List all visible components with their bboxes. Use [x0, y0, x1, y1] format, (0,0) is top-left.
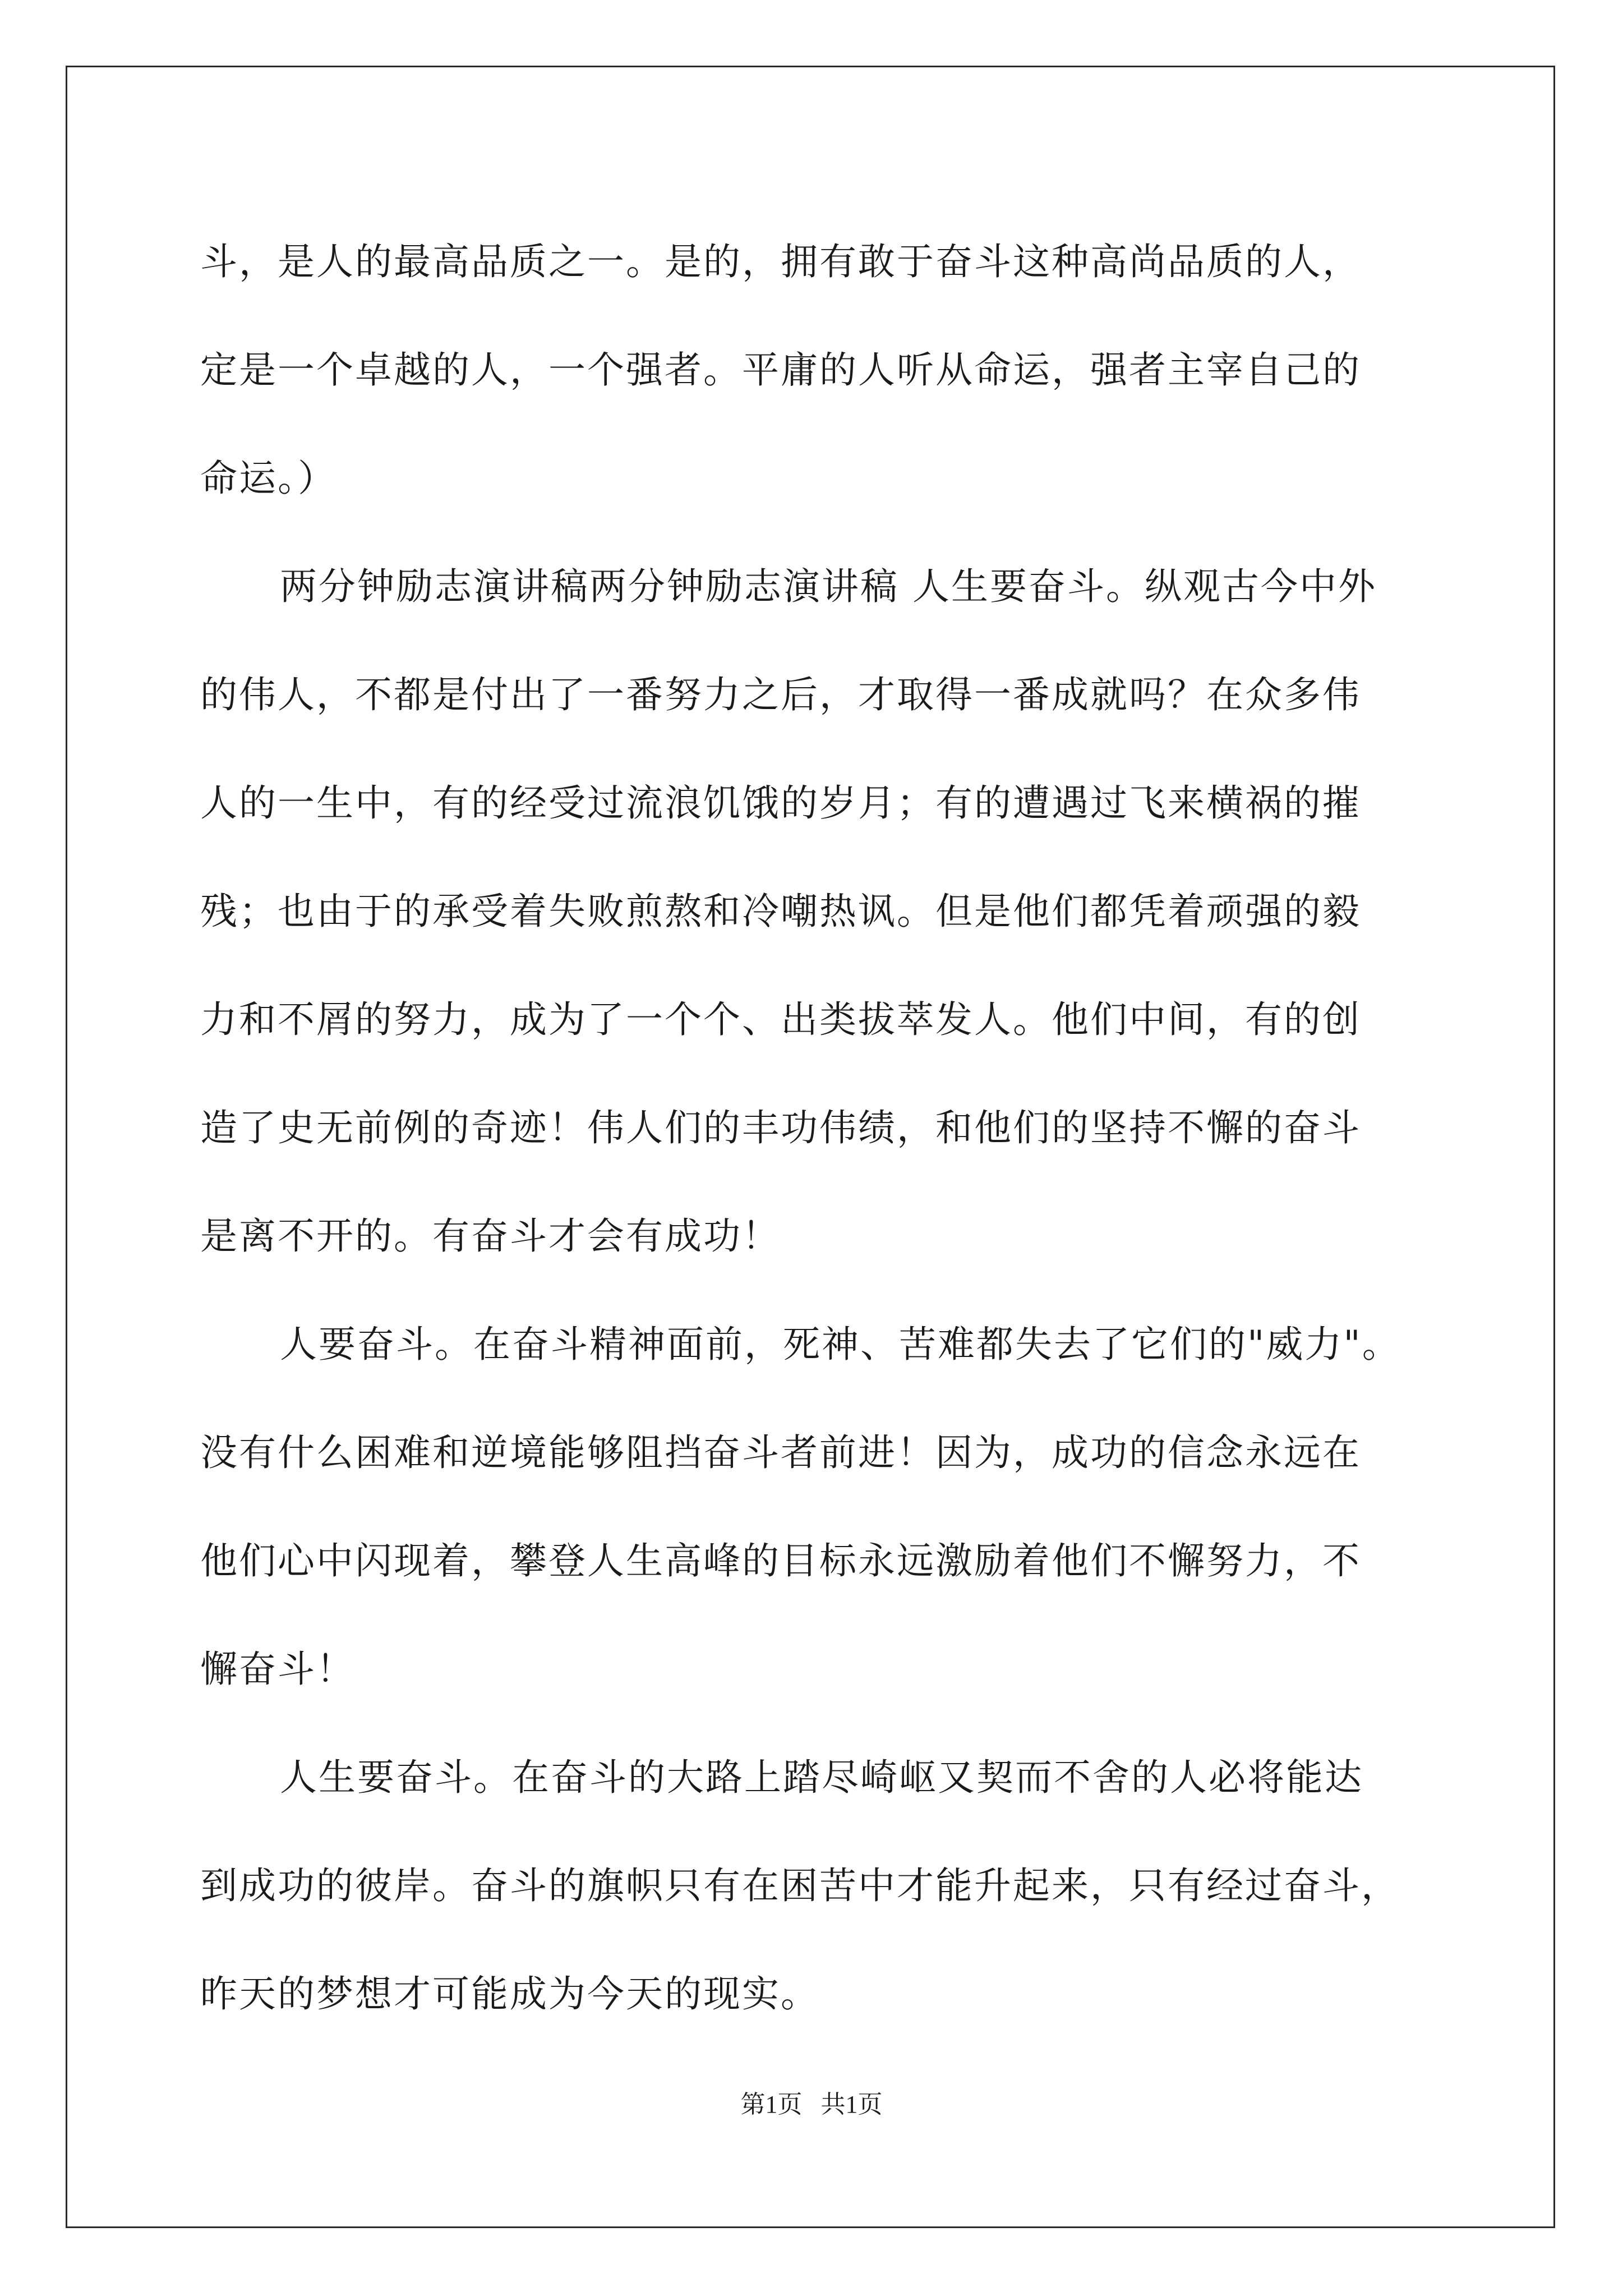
- text-line: 命运。）: [200, 457, 336, 500]
- text-line: 他们心中闪现着，攀登人生高峰的目标永远激励着他们不懈努力，不: [200, 1539, 1361, 1582]
- text-line: 懈奋斗！: [200, 1648, 355, 1691]
- text-line: 斗，是人的最高品质之一。是的，拥有敢于奋斗这种高尚品质的人，: [200, 240, 1361, 283]
- text-line: 人生要奋斗。在奋斗的大路上踏尽崎岖又契而不舍的人必将能达: [280, 1756, 1363, 1799]
- text-line: 造了史无前例的奇迹！伟人们的丰功伟绩，和他们的坚持不懈的奋斗: [200, 1106, 1361, 1149]
- page-footer: 第1页 共1页: [740, 2091, 883, 2118]
- text-line: 残；也由于的承受着失败煎熬和冷嘲热讽。但是他们都凭着顽强的毅: [200, 890, 1361, 933]
- text-line: 力和不屑的努力，成为了一个个、出类拔萃发人。他们中间，有的创: [200, 998, 1361, 1041]
- text-line: 昨天的梦想才可能成为今天的现实。: [200, 1972, 819, 2016]
- text-line: 定是一个卓越的人，一个强者。平庸的人听从命运，强者主宰自己的: [200, 348, 1361, 392]
- text-line: 是离不开的。有奋斗才会有成功！: [200, 1214, 781, 1258]
- document-body: [200, 208, 1423, 2048]
- text-line: 到成功的彼岸。奋斗的旗帜只有在困苦中才能升起来，只有经过奋斗，: [200, 1864, 1400, 1907]
- text-line: 人要奋斗。在奋斗精神面前，死神、苦难都失去了它们的"威力"。: [280, 1323, 1401, 1366]
- text-line: 没有什么困难和逆境能够阻挡奋斗者前进！因为，成功的信念永远在: [200, 1431, 1361, 1474]
- text-line: 人的一生中，有的经受过流浪饥饿的岁月；有的遭遇过飞来横祸的摧: [200, 781, 1361, 825]
- text-line: 两分钟励志演讲稿两分钟励志演讲稿 人生要奋斗。纵观古今中外: [280, 565, 1377, 608]
- text-line: 的伟人，不都是付出了一番努力之后，才取得一番成就吗？在众多伟: [200, 673, 1361, 716]
